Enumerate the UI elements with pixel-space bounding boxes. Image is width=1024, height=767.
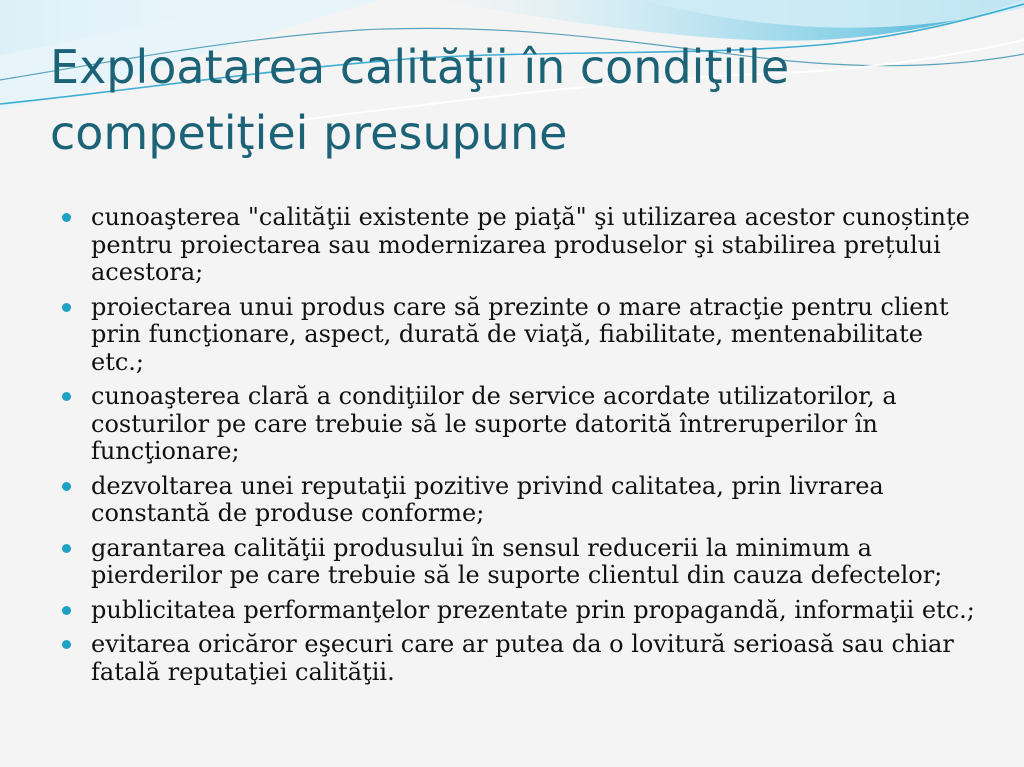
list-item (58, 597, 978, 625)
bullet-dot-icon (62, 640, 71, 649)
bullet-dot-icon (62, 544, 71, 553)
list-item-text: evitarea oricăror eşecuri care ar putea da o lovitură serioasă sau chiar fatală reputaţiei calităţii. (91, 630, 954, 686)
bullet-dot-icon (62, 482, 71, 491)
bullet-dot-icon (62, 303, 71, 312)
list-item (58, 535, 978, 590)
bullet-list (58, 204, 978, 693)
bullet-dot-icon (62, 213, 71, 222)
list-item (58, 294, 978, 377)
slide-title (50, 34, 990, 166)
list-item-text: dezvoltarea unei reputaţii pozitive privind calitatea, prin livrarea constantă de produse conforme; (91, 471, 884, 527)
list-item-text: garantarea calităţii produsului în sensul reducerii la minimum a pierderilor pe care trebuie să le suporte clientul din cauza defectelor; (91, 533, 943, 589)
list-item-text: cunoaşterea clară a condiţiilor de service acordate utilizatorilor, a costurilor pe care trebuie să le suporte datorită întreruperilor în funcţionare; (91, 382, 897, 465)
bullet-dot-icon (62, 606, 71, 615)
list-item-text: cunoaşterea "calităţii existente pe piaţă" şi utilizarea acestor cunoștințe pentru proiectarea sau modernizarea produselor şi stabilirea prețului acestora; (91, 203, 970, 286)
list-item (58, 383, 978, 466)
list-item-text: publicitatea performanţelor prezentate prin propagandă, informaţii etc.; (91, 595, 975, 624)
list-item (58, 204, 978, 287)
list-item-text: proiectarea unui produs care să prezinte o mare atracţie pentru client prin funcţionare, aspect, durată de viaţă, fiabilitate, mentenabilitate etc.; (91, 292, 949, 376)
list-item (58, 473, 978, 528)
slide-title-line-2: competiţiei presupune (50, 106, 568, 160)
list-item (58, 631, 978, 686)
bullet-dot-icon (62, 392, 71, 401)
slide-title-line-1: Exploatarea calităţii în condiţiile (50, 40, 790, 94)
